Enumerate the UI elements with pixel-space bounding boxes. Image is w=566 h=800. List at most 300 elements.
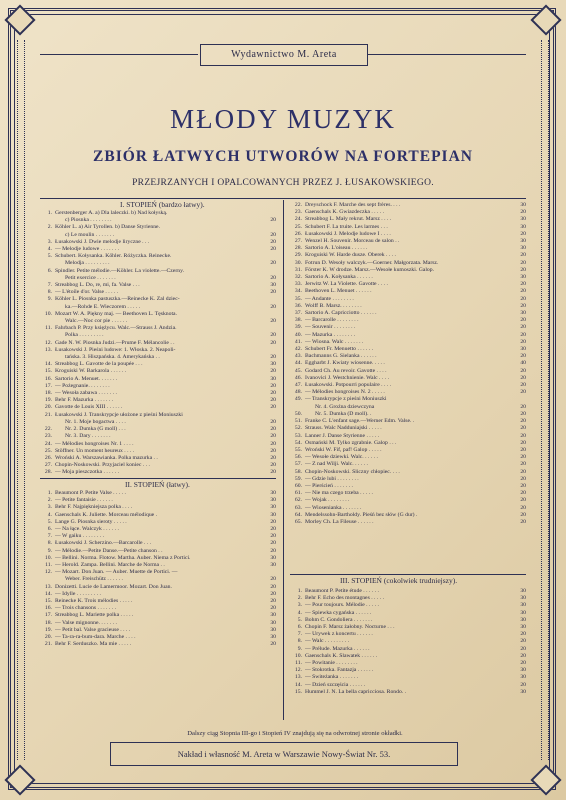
tagline: PRZEJRZANYCH I OPALCOWANYCH PRZEZ J. ŁUSAKOWSKIEGO. [132,178,434,188]
item-title: — Nie ma czego trzeba . . . . . [305,490,373,497]
list-item [290,288,526,295]
item-title: Wroński W. Fif, paf! Galop . . . . . [305,446,382,453]
list-stopien-1-cont [290,202,526,526]
item-number: 46. [294,374,302,381]
item-title: Łusakowski J. Scherzino.—Barcarolle . . . [55,540,152,547]
list-item [40,318,276,325]
item-price: 30 [270,504,276,511]
item-title: Beaumont P. Petite étude . . . . . . [305,588,379,594]
item-title: Kroguiski W. Barkarola . . . . . . [55,368,127,375]
item-number: 6. [297,624,302,631]
item-price: 30 [520,609,526,616]
list-item [290,303,526,310]
list-item [290,454,526,461]
item-number: 55. [294,446,302,453]
item-title: Gaenschals K. Gwiazdeczka . . . . . [305,209,385,216]
list-item [40,397,276,404]
list-item [290,433,526,440]
item-price: 20 [270,590,276,597]
item-title: — Mélodie.—Petite Danse.—Petite chanson . . [55,547,163,554]
list-item [290,389,526,396]
item-price: 30 [520,602,526,609]
list-item [290,461,526,468]
list-item [290,617,526,624]
item-title: Gade N. W. Piosnka Judzi.—Prume F. Mélancolie . . [55,339,175,346]
item-price: 30 [270,619,276,626]
item-title: Sartorio A. L'oiseau . . . . . . [305,245,368,252]
item-number: 28. [44,469,52,476]
item-number: 36. [294,302,302,309]
item-title: Jerwitz W. La Violette. Gavotte . . . . [305,281,388,288]
item-number: 10. [294,652,302,659]
item-price: 20 [520,331,526,338]
item-title: — Herold. Zampa. Bellini. Marche de Norma . . [55,562,165,569]
list-item [40,282,276,289]
item-price: 20 [520,660,526,667]
item-number [40,275,52,282]
item-number: 44. [294,360,302,367]
item-price: 20 [520,259,526,266]
item-price: 20 [270,583,276,590]
item-price: 30 [520,616,526,623]
list-item [290,310,526,317]
item-title: Franke C. L'enfant sage.—Werner Edm. Valse. . [305,418,415,425]
item-number [40,419,52,426]
item-title: Polka . . . . . . . . . [65,332,104,339]
item-number: 1. [297,588,302,594]
page-subtitle: ZBIÓR ŁATWYCH UTWORÓW NA FORTEPIAN [93,148,473,165]
item-price: 20 [520,410,526,417]
item-price: 30 [520,216,526,223]
item-number: 63. [294,504,302,511]
item-number: 33. [294,281,302,288]
item-price: 30 [270,375,276,382]
item-title: — Mélodies hongroises Nr. 1 . . . . [55,440,134,447]
list-item [290,252,526,259]
list-item [40,412,276,419]
list-item [40,354,276,361]
item-price: 30 [270,634,276,641]
item-price: 30 [520,588,526,594]
item-title: Spindler. Petite mélodie.—Köhler. La violette.—Czerny. [55,267,184,274]
item-price: 20 [270,231,276,238]
item-number: 11. [295,660,302,667]
item-price: 20 [270,462,276,469]
list-item [290,425,526,432]
item-price: 20 [520,425,526,432]
item-title: Osmański M. Tylko zgrabnie. Galop . . . [305,439,397,446]
item-number: 48. [294,389,302,396]
item-number [40,232,52,239]
list-item [40,433,276,440]
item-title: Fahrbach P. Przy księżycu. Walc.—Strauss J. Andzia. [55,325,177,332]
item-price [264,412,276,419]
item-price: 20 [270,289,276,296]
list-item [290,646,526,653]
item-title: Sartorio A. Capricciotto . . . . . . [305,310,377,317]
item-price: 20 [520,439,526,446]
item-price [264,268,276,275]
item-title: — Souvenir . . . . . . . . [305,324,356,331]
item-price: 30 [270,490,276,496]
item-number: 15. [294,688,302,695]
item-title: Nr. 3. Dary . . . . . . . [65,433,111,440]
item-price: 20 [520,652,526,659]
list-item [40,548,276,555]
item-price: 20 [520,252,526,259]
item-number: 65. [294,518,302,525]
list-item [290,476,526,483]
item-title: — Pierścień . . . . . . . [305,482,353,489]
item-price: 20 [520,418,526,425]
item-number: 4. [297,609,302,616]
list-item [290,360,526,367]
item-number: 28. [294,245,302,252]
item-title: Lanner J. Danse Styrienne . . . . . [305,432,380,439]
item-number: 52. [294,425,302,432]
item-number: 6. [47,267,52,274]
item-price: 20 [520,504,526,511]
item-number [40,332,52,339]
item-title: Donizetti. Lucie de Lamermoor. Mozart. Don Juan. [55,583,172,590]
publisher-label: Wydawnictwo M. Areta [200,44,368,66]
list-item [40,634,276,641]
item-number: 26. [44,454,52,461]
item-title: Chopin-Noskowski. Śliczny chłopiec. . . . [305,468,400,475]
list-item [40,390,276,397]
list-item [290,505,526,512]
list-item [40,591,276,598]
item-price: 20 [270,533,276,540]
list-item [40,526,276,533]
item-number: 12. [44,339,52,346]
item-title: Bachmanns G. Sielanka . . . . . . [305,353,377,360]
list-item [40,296,276,303]
item-price: 20 [520,461,526,468]
item-title: — Walc . . . . . . . . . [305,638,350,645]
list-stopien-2 [40,490,276,648]
item-price: 20 [520,302,526,309]
item-price: 30 [270,612,276,619]
item-title: Wenzel H. Souvenir. Morceau de salon . . [305,238,400,245]
item-price: 20 [270,339,276,346]
list-item [40,540,276,547]
item-price: 20 [520,209,526,216]
item-price: 30 [520,667,526,674]
item-number: 59. [294,475,302,482]
item-title: Łusakowski J. Transkrypcje ułożone z pieśni Moniuszki [55,411,183,418]
item-number: 5. [47,253,52,260]
list-item [290,418,526,425]
list-item [290,497,526,504]
item-number: 2. [297,595,302,602]
item-price: 20 [270,526,276,533]
item-number: 23. [44,433,52,440]
item-title: — Bellini. Norma. Flotow. Martha. Auber. Niema z Portici. [55,554,191,561]
section-heading: III. STOPIEŃ (cokolwiek trudniejszy). [340,576,458,585]
list-item [40,555,276,562]
item-number: 11. [45,562,52,569]
item-title: Beethoven L. Menuet . . . . . . [305,288,372,295]
item-title: — Wiosna. Walc . . . . . . . [305,338,364,345]
item-price: 30 [270,511,276,518]
list-item [40,448,276,455]
item-title: — Pożegnanie. . . . . . . . [55,382,110,389]
list-item [290,216,526,223]
item-number: 47. [294,382,302,389]
list-item [40,325,276,332]
item-title: Stöffner. Un moment heureux . . . . [55,447,135,454]
list-item [290,346,526,353]
item-number: 30. [294,259,302,266]
item-title: Ivanovici J. Westchnienie. Walc . . . . [305,374,390,381]
list-item [40,533,276,540]
item-number: 14. [44,590,52,597]
item-title: Nr. 1. Moje bogactwa . . . . [65,418,126,425]
list-item [290,231,526,238]
item-title: Chopin-Noskowski. Przyjaciel koniec . . . [55,462,150,469]
item-price [264,296,276,303]
item-number: 14. [294,681,302,688]
item-price: 20 [270,303,276,310]
item-title: — Powitanie . . . . . . . . [305,660,358,667]
item-number: 62. [294,497,302,504]
item-price [264,347,276,354]
item-title: Streabbog L. Mały rekrut. Marsz . . . . [305,216,392,223]
list-item [290,595,526,602]
item-title: Streabbog L. Gavotte de la poupée . . . [55,361,143,368]
list-item [290,368,526,375]
list-item [290,602,526,609]
list-item [40,404,276,411]
item-price: 20 [520,288,526,295]
list-item [40,253,276,260]
item-price: 20 [270,433,276,440]
list-item [290,653,526,660]
item-number: 12. [44,569,52,576]
item-number: 23. [294,209,302,216]
divider [290,574,526,575]
list-item [40,304,276,311]
list-item [40,419,276,426]
item-title: — Urywek z koncertu . . . . . . [305,631,373,638]
item-price: 30 [270,282,276,289]
item-price: 20 [270,598,276,605]
list-item [40,612,276,619]
item-price: 20 [520,645,526,652]
item-title: Kroguiski W. Harde dusze. Oberek . . . . [305,252,396,259]
item-number [290,404,302,411]
item-title: — L'étoile d'or. Valse . . . . . [55,289,119,296]
page-title: MŁODY MUZYK [170,104,396,134]
item-title: — Śpiewka cygańska . . . . . . [305,609,372,616]
item-title: — Dzień szczęścia . . . . . . [305,681,366,688]
item-title: Behr F. Najpiękniejsza polka . . . . [55,504,133,511]
item-title: Łusakowski J. Melodje ludowe I . . . . [305,230,391,237]
item-price: 20 [520,631,526,638]
list-item [290,281,526,288]
list-item [290,324,526,331]
list-item [40,469,276,476]
item-price: 20 [270,217,276,224]
item-title: Behr F. Mazurka . . . . . . . [55,397,114,404]
list-item [290,317,526,324]
item-number: 45. [294,367,302,374]
item-number: 41. [294,338,302,345]
list-item [290,296,526,303]
item-number [40,318,52,325]
list-stopien-3 [290,588,526,696]
item-price: 20 [520,468,526,475]
item-price [264,311,276,318]
imprint: Nakład i własność M. Areta w Warszawie Nowy-Świat Nr. 53. [110,742,458,766]
item-title: — Świteżanka . . . . . . . [305,674,359,681]
list-item [40,289,276,296]
item-price: 20 [270,260,276,267]
item-price: 20 [520,382,526,389]
item-price: 20 [520,518,526,525]
item-number: 4. [47,246,52,253]
list-item [290,512,526,519]
item-title: Chopin F. Marsz żałobny. Nocturne . . . [305,624,395,631]
item-number: 8. [47,540,52,547]
item-number [40,217,52,224]
item-price: 20 [270,390,276,397]
list-item [40,383,276,390]
item-number: 21. [44,411,52,418]
list-item [290,202,526,209]
item-number: 27. [44,462,52,469]
item-title: c) Le moulin . . . . . . . [65,231,115,238]
item-number: 13. [44,346,52,353]
item-number: 4. [47,511,52,518]
item-number: 15. [44,368,52,375]
item-price: 20 [520,482,526,489]
item-price: 40 [520,360,526,367]
item-title: Wolff B. Marsz. . . . . . . . [305,302,362,309]
item-number: 34. [294,288,302,295]
item-price: 20 [270,397,276,404]
item-price: 20 [520,497,526,504]
list-item [290,353,526,360]
item-number: 3. [47,238,52,245]
item-price: 20 [270,447,276,454]
item-number: 40. [294,331,302,338]
item-price: 30 [520,310,526,317]
item-price: 20 [270,641,276,648]
item-title: Köhler L. a) Air Tyrollen. b) Danse Styrienne. [55,224,161,231]
item-number [40,304,52,311]
item-number: 3. [47,504,52,511]
item-price: 30 [520,595,526,602]
list-item [290,469,526,476]
item-title: — Z nad Wilji. Walc. . . . . . [305,461,368,468]
item-number: 13. [294,674,302,681]
list-item [290,689,526,696]
item-price: 20 [270,246,276,253]
item-number: 3. [297,602,302,609]
item-number: 27. [294,238,302,245]
item-number: 13. [44,583,52,590]
list-item [40,627,276,634]
item-title: — Valse mignonne. . . . . . . [55,619,117,626]
column-divider [283,200,284,720]
item-price: 20 [270,518,276,525]
item-title: Melodja . . . . . . . . . [65,260,110,267]
item-number: 10. [44,554,52,561]
item-price: 20 [270,540,276,547]
item-price: 20 [520,230,526,237]
item-title: c) Piosnka . . . . . . . . [65,217,112,224]
item-title: Bohm C. Gondoliera . . . . . . . [305,616,373,623]
item-price: 30 [270,562,276,569]
list-item [290,638,526,645]
item-title: — Wesoła zabawa . . . . . . . [55,390,117,397]
section-heading: I. STOPIEŃ (bardzo łatwy). [120,200,205,209]
list-item [40,340,276,347]
list-item [40,519,276,526]
item-number [40,260,52,267]
item-number: 29. [294,252,302,259]
item-title: Strauss. Walc Nadduniajski . . . . . [305,425,382,432]
item-title: Lange G. Piosnka sieroty . . . . . [55,518,127,525]
item-number: 7. [47,533,52,540]
list-item [40,368,276,375]
item-price: 20 [520,681,526,688]
item-number: 9. [47,547,52,554]
item-title: — Mozart. Don Juan. — Auber. Muette de Portici. — [55,569,178,576]
item-price: 30 [520,274,526,281]
item-number: 19. [44,397,52,404]
item-title: — W gaiku . . . . . . . . [55,533,105,540]
item-price: 30 [520,238,526,245]
item-number: 64. [294,511,302,518]
item-title: — Wiosenianka . . . . . . . [305,504,362,511]
item-title: — Petite fantaisie . . . . . . [55,497,113,504]
item-number: 56. [294,454,302,461]
item-price: 30 [270,554,276,561]
list-item [40,497,276,504]
item-number: 12. [294,667,302,674]
item-title: — Idylle . . . . . . . . . [55,590,101,597]
item-title: — Moja pieszczotka . . . . . . [55,469,120,476]
item-title: — Mazurka . . . . . . . . [305,331,356,338]
item-title: Schubert Fr. Menuetto . . . . . . [305,346,374,353]
item-price: 20 [270,404,276,411]
item-title: Hummel J. N. La bella capricciosa. Rondo. . [305,688,407,695]
list-item [40,490,276,497]
item-title: Schubert F. La truite. Les larmes . . . [305,223,388,230]
item-price: 20 [520,454,526,461]
item-title: — Barcarolle . . . . . . . . [305,317,359,324]
item-title: Łusakowski J. Dwie melodje liryczne . . . [55,238,150,245]
item-price: 20 [520,353,526,360]
item-number [40,354,52,361]
divider [40,478,276,479]
item-price: 20 [520,446,526,453]
list-stopien-1 [40,210,276,477]
list-item [290,238,526,245]
item-price: 20 [520,281,526,288]
item-title: Köhler L. Piosnka pastuszka.—Reinecke K. Żal dziec- [55,296,180,303]
list-item [290,631,526,638]
item-price: 20 [270,332,276,339]
divider [40,54,198,55]
list-item [290,274,526,281]
item-price: 20 [520,317,526,324]
item-number: 7. [297,631,302,638]
list-item [290,260,526,267]
